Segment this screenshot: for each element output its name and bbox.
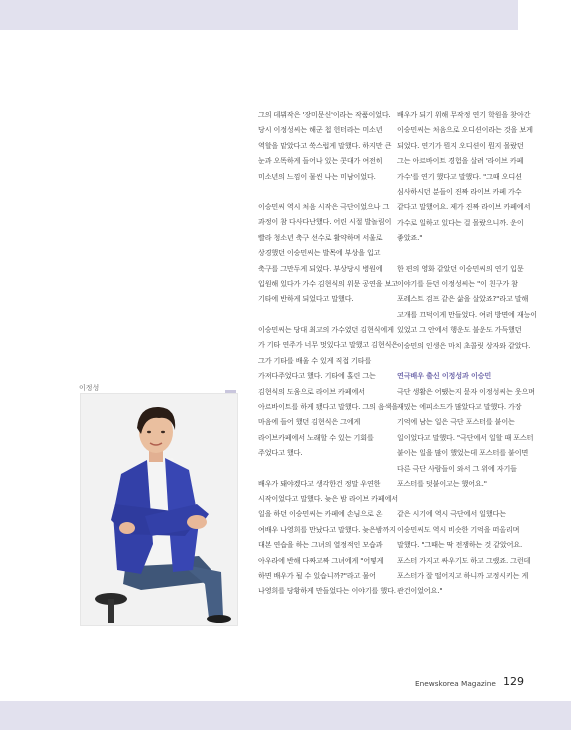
page-number: 129 xyxy=(503,675,524,688)
paragraph: 한 편의 영화 같았던 이승민씨의 연기 입문 이야기를 듣던 이정성씨는 "이 친구가 참 포레스트 검프 같은 삶을 살았죠?"라고 말해 고개를 끄덕이게 만들었다. 여러 방면에 재능이 있었고 그 안에서 행운도 불운도 가득했던 이승민의 인생은 마치 초콜릿 상자와 같았다. xyxy=(397,263,537,350)
paragraph: 배우가 돼야겠다고 생각한건 정말 우연한 시작이었다고 말했다. 늦은 밤 라이브 카페에서 일을 하던 이승민씨는 카페에 손님으로 온 여배우 나영희를 만났다고 말했다. 늦은밤까지 대본 연습을 하는 그녀의 열정적인 모습과 아우라에 반해 다짜고짜 그녀에게 "어떻게 하면 배우가 될 수 있습니까?"라고 물어 나영희를 당황하게 만들었다는 이야기를 했다. xyxy=(258,478,398,596)
top-decorative-band xyxy=(0,0,518,30)
portrait-illustration xyxy=(81,394,237,625)
bottom-decorative-band xyxy=(0,701,571,730)
paragraph: 이승민씨는 당대 최고의 가수였던 김현식에게 가 기타 연주가 너무 멋있다고 말했고 김현식은 그가 기타를 배울 수 있게 직접 기타를 가져다주었다고 했다. 기타에 홀린 그는 김현식의 도움으로 라이브 카페에서 아르바이트를 하게 됐다고 말했다. 그의 음색을 마음에 들어 했던 김현식은 그에게 라이브카페에서 노래할 수 있는 기회를 주었다고 했다. xyxy=(258,324,398,458)
paragraph: 그의 데뷔작은 '장미문신'이라는 작품이었다. 당시 이정성씨는 해군 첩 헌터라는 미소년 역할을 맡았다고 쑥스럽게 말했다. 하지만 큰 눈과 오똑하게 들어나 있는 콧대가 여전히 미소년의 느낌이 물씬 나는 미남이었다. xyxy=(258,110,392,181)
article-left-column xyxy=(258,107,398,614)
section-heading: 연극배우 출신 이정성과 이승민 xyxy=(397,371,492,381)
photo-caption: 이정성 xyxy=(79,384,100,392)
magazine-name: Enewskorea Magazine xyxy=(415,679,496,688)
paragraph: 배우가 되기 위해 무작정 연기 학원을 찾아간 이승민씨는 처음으로 오디션이라는 것을 보게 되었다. 연기가 뭔지 오디션이 뭔지 몰랐던 그는 아르바이트 경험을 살려 '라이브 카페 가수'를 연기 했다고 말했다. "그때 오디션 심사하시던 분들이 진짜 라이브 카페 가수 같다고 말했어요. 제가 진짜 라이브 카페에서 가수로 일하고 있다는 걸 몰랐으니까. 운이 좋았죠." xyxy=(397,110,533,243)
paragraph: 같은 시기에 역시 극단에서 일했다는 이승민씨도 역시 비슷한 기억을 떠올리며 말했다. "그때는 딱 전쟁하는 것 같았어요. 포스터 가지고 싸우기도 하고 그랬죠. 그런데 포스터가 잘 떨어지고 하니까 고정시키는 게 관건이었어요." xyxy=(397,509,531,596)
article-right-column xyxy=(397,107,537,614)
paragraph: 이승민씨 역시 처음 시작은 극단이었으나 그 과정이 참 다사다난했다. 어린 시절 발놀림이 빨라 청소년 축구 선수로 활약하며 서울로 상경했던 이승민씨는 발목에 부상을 입고 축구를 그만두게 되었다. 부상당시 병원에 입원해 있다가 가수 김현식의 위문 공연을 보고 기타에 반하게 되었다고 말했다. xyxy=(258,202,398,304)
paragraph: 극단 생활은 어땠는지 묻자 이정성씨는 웃으며 재밌는 에피소드가 많았다고 말했다. 가장 기억에 남는 일은 극단 포스터를 붙이는 일이었다고 말했다. "극단에서 일할 때 포스터 붙이는 일을 많이 했었는데 포스터를 붙이면 다른 극단 사람들이 와서 그 위에 자기들 포스터를 덧붙이고는 했어요." xyxy=(397,386,535,488)
portrait-photo xyxy=(80,393,238,626)
